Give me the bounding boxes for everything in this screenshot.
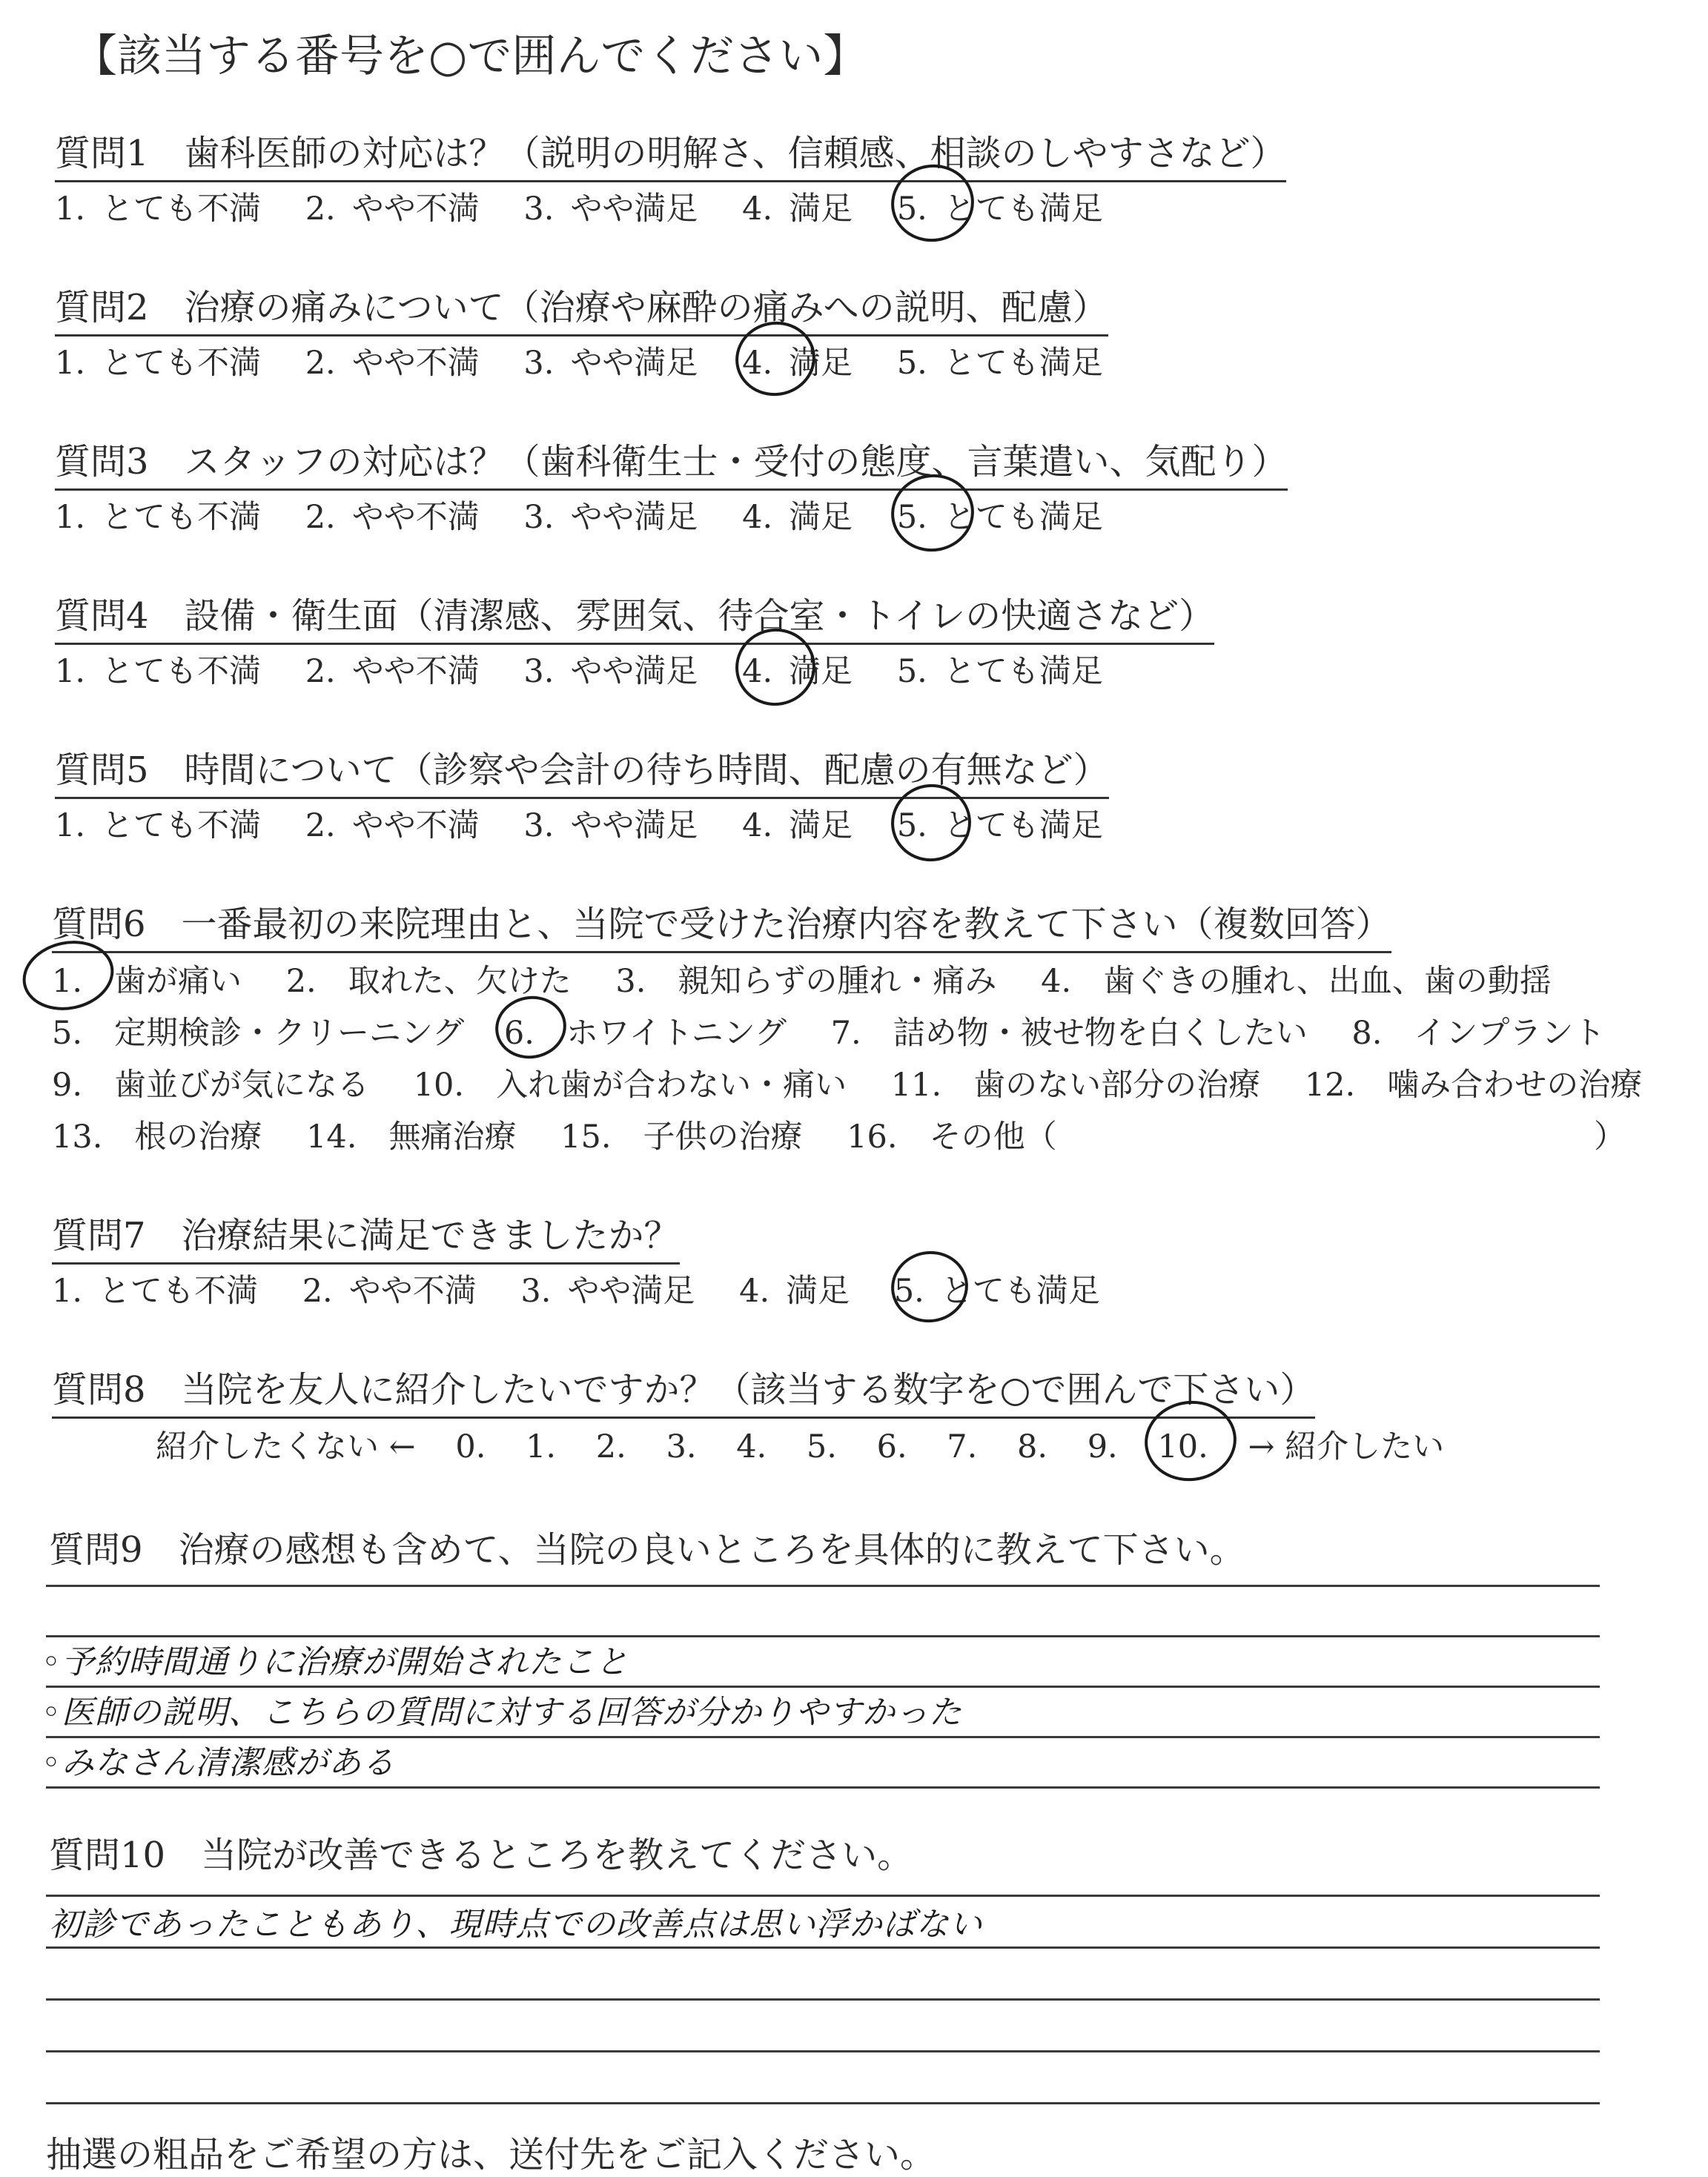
- q1-option-2[interactable]: 2. やや不満: [305, 190, 480, 228]
- q6-option-15[interactable]: 15. 子供の治療: [560, 1119, 803, 1156]
- q2-option-3[interactable]: 3. やや満足: [523, 345, 698, 382]
- q8-option-4[interactable]: 4.: [736, 1428, 767, 1465]
- q1-option-1[interactable]: 1. とても不満: [55, 190, 262, 228]
- q3-option-2[interactable]: 2. やや不満: [305, 499, 480, 536]
- q2-option-5[interactable]: 5. とても満足: [896, 345, 1103, 382]
- q3-option-1[interactable]: 1. とても不満: [55, 499, 262, 536]
- q7-option-3[interactable]: 3. やや満足: [520, 1273, 695, 1310]
- q6-option-8[interactable]: 8. インプラント: [1351, 1015, 1606, 1052]
- q6-title: 質問6 一番最初の来院理由と、当院で受けた治療内容を教えて下さい（複数回答）: [52, 895, 1391, 953]
- q6-option-12[interactable]: 12. 噛み合わせの治療: [1304, 1067, 1643, 1104]
- q3-options: [55, 492, 1137, 537]
- clipped-footer-text: 抽選の粗品をご希望の方は、送付先をご記入ください。: [46, 2134, 936, 2176]
- q9-title: 質問9 治療の感想も含めて、当院の良いところを具体的に教えて下さい。: [49, 1529, 1245, 1571]
- q9-answer-line[interactable]: ◦医師の説明、こちらの質問に対する回答が分かりやすかった: [42, 1694, 962, 1732]
- q6-option-2[interactable]: 2. 取れた、欠けた: [285, 963, 572, 1000]
- q10-answer-line[interactable]: 初診であったこともあり、現時点での改善点は思い浮かばない: [49, 1906, 983, 1944]
- q8-right-label: → 紹介したい: [1248, 1428, 1445, 1465]
- q3-option-5[interactable]: 5. とても満足: [896, 499, 1103, 536]
- q1-title: 質問1 歯科医師の対応は？（説明の明解さ、信頼感、相談のしやすさなど）: [55, 125, 1286, 182]
- q7-option-1[interactable]: 1. とても不満: [52, 1273, 259, 1310]
- q8-option-6[interactable]: 6.: [876, 1428, 907, 1465]
- q4-title: 質問4 設備・衛生面（清潔感、雰囲気、待合室・トイレの快適さなど）: [55, 587, 1214, 645]
- q1-option-5[interactable]: 5. とても満足: [896, 190, 1103, 228]
- q10-rule: [46, 2102, 1600, 2104]
- q8-left-label: 紹介したくない ←: [156, 1428, 416, 1465]
- q1-option-3[interactable]: 3. やや満足: [523, 190, 698, 228]
- q8-option-3[interactable]: 3.: [666, 1428, 697, 1465]
- q7-option-2[interactable]: 2. やや不満: [302, 1273, 477, 1310]
- q5-option-3[interactable]: 3. やや満足: [523, 807, 698, 844]
- q8-option-5[interactable]: 5.: [806, 1428, 837, 1465]
- q7-option-5[interactable]: 5. とても満足: [893, 1273, 1100, 1310]
- q4-option-5[interactable]: 5. とても満足: [896, 653, 1103, 690]
- q9-rule: [46, 1786, 1600, 1789]
- q7-options: [52, 1266, 1134, 1311]
- q6-option-10[interactable]: 10. 入れ歯が合わない・痛い: [413, 1067, 847, 1104]
- q6-option-11[interactable]: 11. 歯のない部分の治療: [890, 1067, 1261, 1104]
- q10-rule: [46, 1895, 1600, 1897]
- q5-option-1[interactable]: 1. とても不満: [55, 807, 262, 844]
- q9-answer-line[interactable]: ◦みなさん清潔感がある: [42, 1744, 395, 1782]
- q2-option-4[interactable]: 4. 満足: [742, 345, 853, 382]
- q10-rule: [46, 1998, 1600, 2001]
- q6-option-16[interactable]: 16. その他（: [847, 1119, 1057, 1156]
- q2-options: [55, 338, 1137, 383]
- q10-title: 質問10 当院が改善できるところを教えてください。: [49, 1835, 913, 1876]
- q3-option-4[interactable]: 4. 満足: [742, 499, 853, 536]
- q4-option-4[interactable]: 4. 満足: [742, 653, 853, 690]
- q8-scale: [156, 1422, 1444, 1467]
- q2-option-1[interactable]: 1. とても不満: [55, 345, 262, 382]
- q7-option-4[interactable]: 4. 満足: [739, 1273, 850, 1310]
- q9-rule: [46, 1585, 1600, 1587]
- q5-title: 質問5 時間について（診察や会計の待ち時間、配慮の有無など）: [55, 741, 1109, 799]
- q8-option-7[interactable]: 7.: [947, 1428, 978, 1465]
- q10-rule: [46, 2050, 1600, 2052]
- q5-option-2[interactable]: 2. やや不満: [305, 807, 480, 844]
- q5-option-5[interactable]: 5. とても満足: [896, 807, 1103, 844]
- q6-option-5[interactable]: 5. 定期検診・クリーニング: [52, 1015, 465, 1052]
- q6-option-4[interactable]: 4. 歯ぐきの腫れ、出血、歯の動揺: [1041, 963, 1552, 1000]
- q6-row-4: [52, 1112, 1057, 1157]
- q6-option-3[interactable]: 3. 親知らずの腫れ・痛み: [615, 963, 997, 1000]
- q1-options: [55, 184, 1137, 229]
- q8-title: 質問8 当院を友人に紹介したいですか？（該当する数字を○で囲んで下さい）: [52, 1361, 1315, 1419]
- q8-option-8[interactable]: 8.: [1017, 1428, 1048, 1465]
- q6-option-13[interactable]: 13. 根の治療: [52, 1119, 262, 1156]
- q4-option-3[interactable]: 3. やや満足: [523, 653, 698, 690]
- q4-option-1[interactable]: 1. とても不満: [55, 653, 262, 690]
- q6-option-1[interactable]: 1. 歯が痛い: [52, 963, 242, 1000]
- q6-option-7[interactable]: 7. 詰め物・被せ物を白くしたい: [830, 1015, 1308, 1052]
- q5-option-4[interactable]: 4. 満足: [742, 807, 853, 844]
- q6-option-9[interactable]: 9. 歯並びが気になる: [52, 1067, 370, 1104]
- q2-option-2[interactable]: 2. やや不満: [305, 345, 480, 382]
- page-instruction: 【該当する番号を○で囲んでください】: [73, 30, 868, 82]
- q5-options: [55, 801, 1137, 846]
- q6-option-14[interactable]: 14. 無痛治療: [306, 1119, 517, 1156]
- q6-row-1: [52, 956, 1552, 1001]
- q10-rule: [46, 1946, 1600, 1949]
- q6-other-close-paren: ）: [1594, 1119, 1626, 1156]
- q8-option-9[interactable]: 9.: [1087, 1428, 1118, 1465]
- q9-answer-line[interactable]: ◦予約時間通りに治療が開始されたこと: [42, 1643, 629, 1681]
- q1-option-4[interactable]: 4. 満足: [742, 190, 853, 228]
- q8-option-1[interactable]: 1.: [526, 1428, 557, 1465]
- q4-options: [55, 646, 1137, 692]
- q3-option-3[interactable]: 3. やや満足: [523, 499, 698, 536]
- q4-option-2[interactable]: 2. やや不満: [305, 653, 480, 690]
- q6-option-6[interactable]: 6. ホワイトニング: [503, 1015, 787, 1052]
- q8-option-2[interactable]: 2.: [595, 1428, 626, 1465]
- q2-title: 質問2 治療の痛みについて（治療や麻酔の痛みへの説明、配慮）: [55, 279, 1108, 337]
- q6-row-3: [52, 1060, 1642, 1105]
- q7-title: 質問7 治療結果に満足できましたか？: [52, 1207, 680, 1265]
- q3-title: 質問3 スタッフの対応は？（歯科衛生士・受付の態度、言葉遣い、気配り）: [55, 433, 1288, 491]
- q8-option-10[interactable]: 10.: [1157, 1428, 1208, 1465]
- q6-row-2: [52, 1008, 1605, 1053]
- q8-option-0[interactable]: 0.: [455, 1428, 486, 1465]
